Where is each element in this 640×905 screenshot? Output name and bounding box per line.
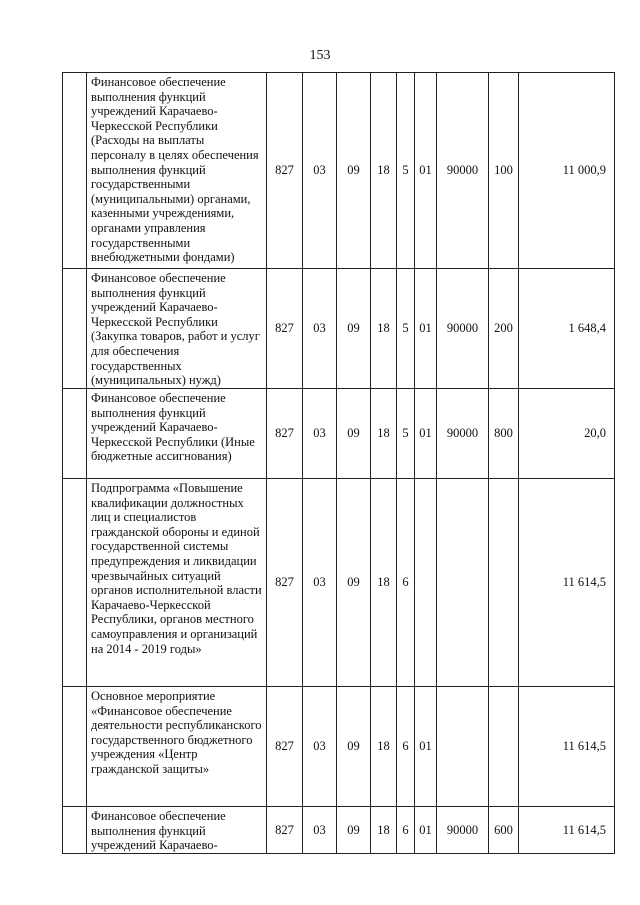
section-cell: 03 — [303, 687, 337, 807]
expense-type-cell: 800 — [489, 389, 519, 479]
measure-cell: 01 — [415, 73, 437, 269]
direction-cell — [437, 687, 489, 807]
subsection-cell: 09 — [337, 269, 371, 389]
program-cell: 18 — [371, 687, 397, 807]
grbs-cell: 827 — [267, 807, 303, 854]
direction-cell: 90000 — [437, 73, 489, 269]
item-name-cell: Финансовое обеспечение выполнения функций учреждений Карачаево- — [87, 807, 267, 854]
subprogram-cell: 6 — [397, 807, 415, 854]
blank-index-cell — [63, 269, 87, 389]
amount-cell: 1 648,4 — [519, 269, 615, 389]
subprogram-cell: 6 — [397, 479, 415, 687]
section-cell: 03 — [303, 269, 337, 389]
amount-cell: 11 614,5 — [519, 807, 615, 854]
table-row — [63, 389, 615, 479]
blank-index-cell — [63, 73, 87, 269]
expense-type-cell: 100 — [489, 73, 519, 269]
program-cell: 18 — [371, 269, 397, 389]
section-cell: 03 — [303, 807, 337, 854]
program-cell: 18 — [371, 479, 397, 687]
program-cell: 18 — [371, 73, 397, 269]
subprogram-cell: 5 — [397, 269, 415, 389]
expense-type-cell: 600 — [489, 807, 519, 854]
grbs-cell: 827 — [267, 269, 303, 389]
item-name-cell: Финансовое обеспечение выполнения функций учреждений Карачаево-Черкесской Республики (Иные бюджетные ассигнования) — [87, 389, 267, 479]
blank-index-cell — [63, 479, 87, 687]
subsection-cell: 09 — [337, 479, 371, 687]
page-number: 153 — [309, 48, 331, 63]
section-cell: 03 — [303, 73, 337, 269]
amount-cell: 11 000,9 — [519, 73, 615, 269]
table-row — [63, 479, 615, 687]
measure-cell — [415, 479, 437, 687]
expense-type-cell: 200 — [489, 269, 519, 389]
direction-cell — [437, 479, 489, 687]
grbs-cell: 827 — [267, 73, 303, 269]
budget-table — [62, 72, 615, 854]
grbs-cell: 827 — [267, 479, 303, 687]
amount-cell: 11 614,5 — [519, 479, 615, 687]
expense-type-cell — [489, 479, 519, 687]
subsection-cell: 09 — [337, 807, 371, 854]
item-name-cell: Основное мероприятие «Финансовое обеспечение деятельности республиканского государственного бюджетного учреждения «Центр гражданской защиты» — [87, 687, 267, 807]
table-row — [63, 687, 615, 807]
direction-cell: 90000 — [437, 389, 489, 479]
direction-cell: 90000 — [437, 269, 489, 389]
blank-index-cell — [63, 807, 87, 854]
subprogram-cell: 5 — [397, 389, 415, 479]
section-cell: 03 — [303, 479, 337, 687]
blank-index-cell — [63, 687, 87, 807]
grbs-cell: 827 — [267, 687, 303, 807]
item-name-cell: Финансовое обеспечение выполнения функций учреждений Карачаево-Черкесской Республики (Расходы на выплаты персоналу в целях обеспечения выполнения функций государственными (муниципальными) органами, казенными учреждениями, органами управления государственными внебюджетными фондами) — [87, 73, 267, 269]
blank-index-cell — [63, 389, 87, 479]
grbs-cell: 827 — [267, 389, 303, 479]
measure-cell: 01 — [415, 389, 437, 479]
measure-cell: 01 — [415, 807, 437, 854]
subsection-cell: 09 — [337, 73, 371, 269]
item-name-cell: Финансовое обеспечение выполнения функций учреждений Карачаево-Черкесской Республики (Закупка товаров, работ и услуг для обеспечения государственных (муниципальных) нужд) — [87, 269, 267, 389]
item-name-cell: Подпрограмма «Повышение квалификации должностных лиц и специалистов гражданской обороны и единой государственной системы предупреждения и ликвидации чрезвычайных ситуаций органов исполнительной власти Карачаево-Черкесской Республики, органов местного самоуправления и организаций на 2014 - 2019 годы» — [87, 479, 267, 687]
measure-cell: 01 — [415, 269, 437, 389]
table-row — [63, 807, 615, 854]
amount-cell: 20,0 — [519, 389, 615, 479]
subprogram-cell: 6 — [397, 687, 415, 807]
table-row — [63, 73, 615, 269]
program-cell: 18 — [371, 389, 397, 479]
measure-cell: 01 — [415, 687, 437, 807]
subsection-cell: 09 — [337, 389, 371, 479]
amount-cell: 11 614,5 — [519, 687, 615, 807]
subsection-cell: 09 — [337, 687, 371, 807]
program-cell: 18 — [371, 807, 397, 854]
direction-cell: 90000 — [437, 807, 489, 854]
table-row — [63, 269, 615, 389]
expense-type-cell — [489, 687, 519, 807]
subprogram-cell: 5 — [397, 73, 415, 269]
section-cell: 03 — [303, 389, 337, 479]
